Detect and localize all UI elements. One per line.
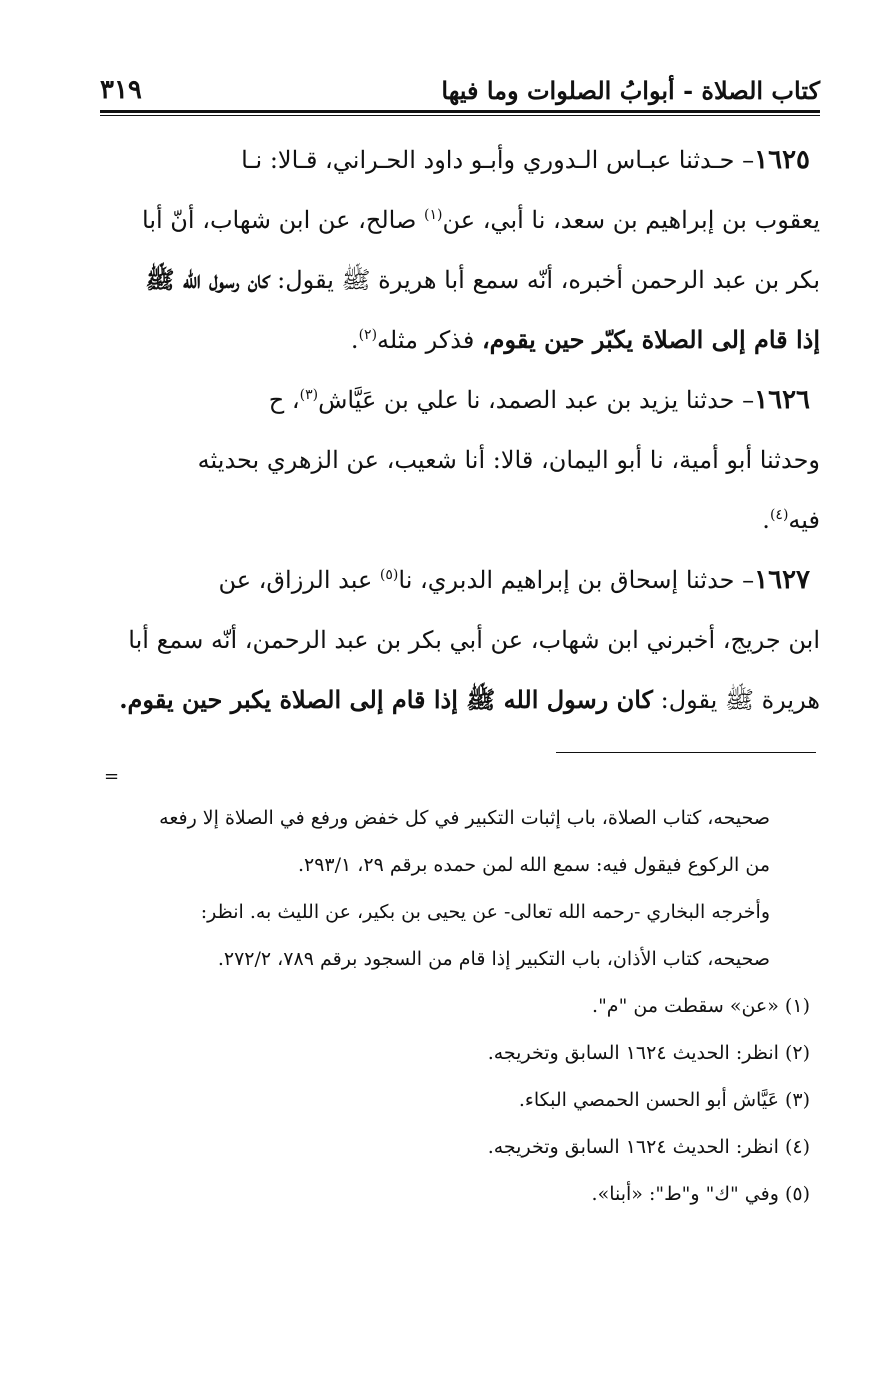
footnote-continuation-marker: = (104, 766, 120, 787)
hadith-block (100, 130, 820, 370)
text-segment: . (762, 506, 770, 534)
hadith-number: ١٦٢٦ (754, 385, 810, 415)
text-line (100, 370, 820, 430)
hadith-matn: كان رسول الله ﷺ إذا قام إلى الصلاة يكبر حين يقوم. (119, 685, 653, 714)
footnote-2: (٢) انظر: الحديث ١٦٢٤ السابق وتخريجه. (487, 1042, 810, 1064)
footnote-3: (٣) عَيَّاش أبو الحسن الحمصي البكاء. (518, 1089, 810, 1111)
footnote-5: (٥) وفي "ك" و"ط": «أبنا». (591, 1183, 810, 1205)
text-line (100, 130, 820, 190)
footnote-continuation-line: صحيحه، كتاب الصلاة، باب إثبات التكبير في كل خفض ورفع في الصلاة إلا رفعه (159, 807, 770, 829)
header-rule-thin (100, 115, 820, 116)
footnotes (100, 795, 820, 1218)
text-segment: بكر بن عبد الرحمن أخبره، أنّه سمع أبا هريرة ﷺ يقول: (269, 266, 820, 294)
text-segment: فذكر مثله (377, 326, 482, 354)
footnote-continuation-line: من الركوع فيقول فيه: سمع الله لمن حمده برقم ٢٩، ٢٩٣/١. (297, 854, 770, 876)
footnote-ref: (٢) (358, 327, 378, 343)
chapter-title: كتاب الصلاة - أبوابُ الصلوات وما فيها (441, 75, 820, 105)
hadith-number: ١٦٢٥ (754, 145, 810, 175)
text-line (100, 310, 820, 370)
text-segment: يعقوب بن إبراهيم بن سعد، نا أبي، عن (442, 206, 820, 234)
text-segment: وحدثنا أبو أمية، نا أبو اليمان، قالا: أنا شعيب، عن الزهري بحديثه (197, 446, 820, 474)
footnote-4: (٤) انظر: الحديث ١٦٢٤ السابق وتخريجه. (487, 1136, 810, 1158)
main-text (100, 130, 820, 730)
footnote-separator (556, 752, 816, 753)
text-segment: ، ح (268, 386, 300, 414)
hadith-number: ١٦٢٧ (754, 565, 810, 595)
footnote-ref: (٤) (769, 507, 789, 523)
text-segment: ابن جريج، أخبرني ابن شهاب، عن أبي بكر بن عبد الرحمن، أنّه سمع أبا (128, 626, 820, 654)
footnote-continuation-line: وأخرجه البخاري -رحمه الله تعالى- عن يحيى بن بكير، عن الليث به. انظر: (200, 901, 770, 923)
footnote-ref: (٣) (299, 387, 319, 403)
text-segment: – حدثنا يزيد بن عبد الصمد، نا علي بن عَيَّاش (318, 386, 755, 414)
footnote-ref: (٥) (379, 567, 399, 583)
text-line (100, 490, 820, 550)
text-segment: فيه (788, 506, 820, 534)
text-segment: صالح، عن ابن شهاب، أنّ أبا (142, 206, 424, 234)
text-segment: – حدثنا إسحاق بن إبراهيم الدبري، نا (398, 566, 755, 594)
text-line (100, 190, 820, 250)
running-header (100, 70, 820, 110)
hadith-block (100, 370, 820, 550)
hadith-block (100, 550, 820, 730)
text-line (100, 610, 820, 670)
text-line (100, 250, 820, 310)
text-segment: هريرة ﷺ يقول: (652, 686, 820, 714)
footnote-ref: (١) (424, 207, 443, 223)
footnote-1: (١) «عن» سقطت من "م". (592, 995, 810, 1017)
text-line (100, 550, 820, 610)
header-rule-thick (100, 110, 820, 113)
page-number: ٣١٩ (100, 75, 142, 105)
hadith-matn: إذا قام إلى الصلاة يكبّر حين يقوم، (481, 325, 820, 354)
text-segment: عبد الرزاق، عن (218, 566, 380, 594)
text-segment: . (350, 326, 359, 354)
text-segment: – حـدثنا عبـاس الـدوري وأبـو داود الحـراني، قـالا: نـا (241, 146, 755, 174)
text-line (100, 430, 820, 490)
footnote-continuation-line: صحيحه، كتاب الأذان، باب التكبير إذا قام من السجود برقم ٧٨٩، ٢٧٢/٢. (217, 948, 770, 970)
hadith-matn: كان رسول الله ﷺ (145, 265, 270, 294)
text-line (100, 670, 820, 730)
